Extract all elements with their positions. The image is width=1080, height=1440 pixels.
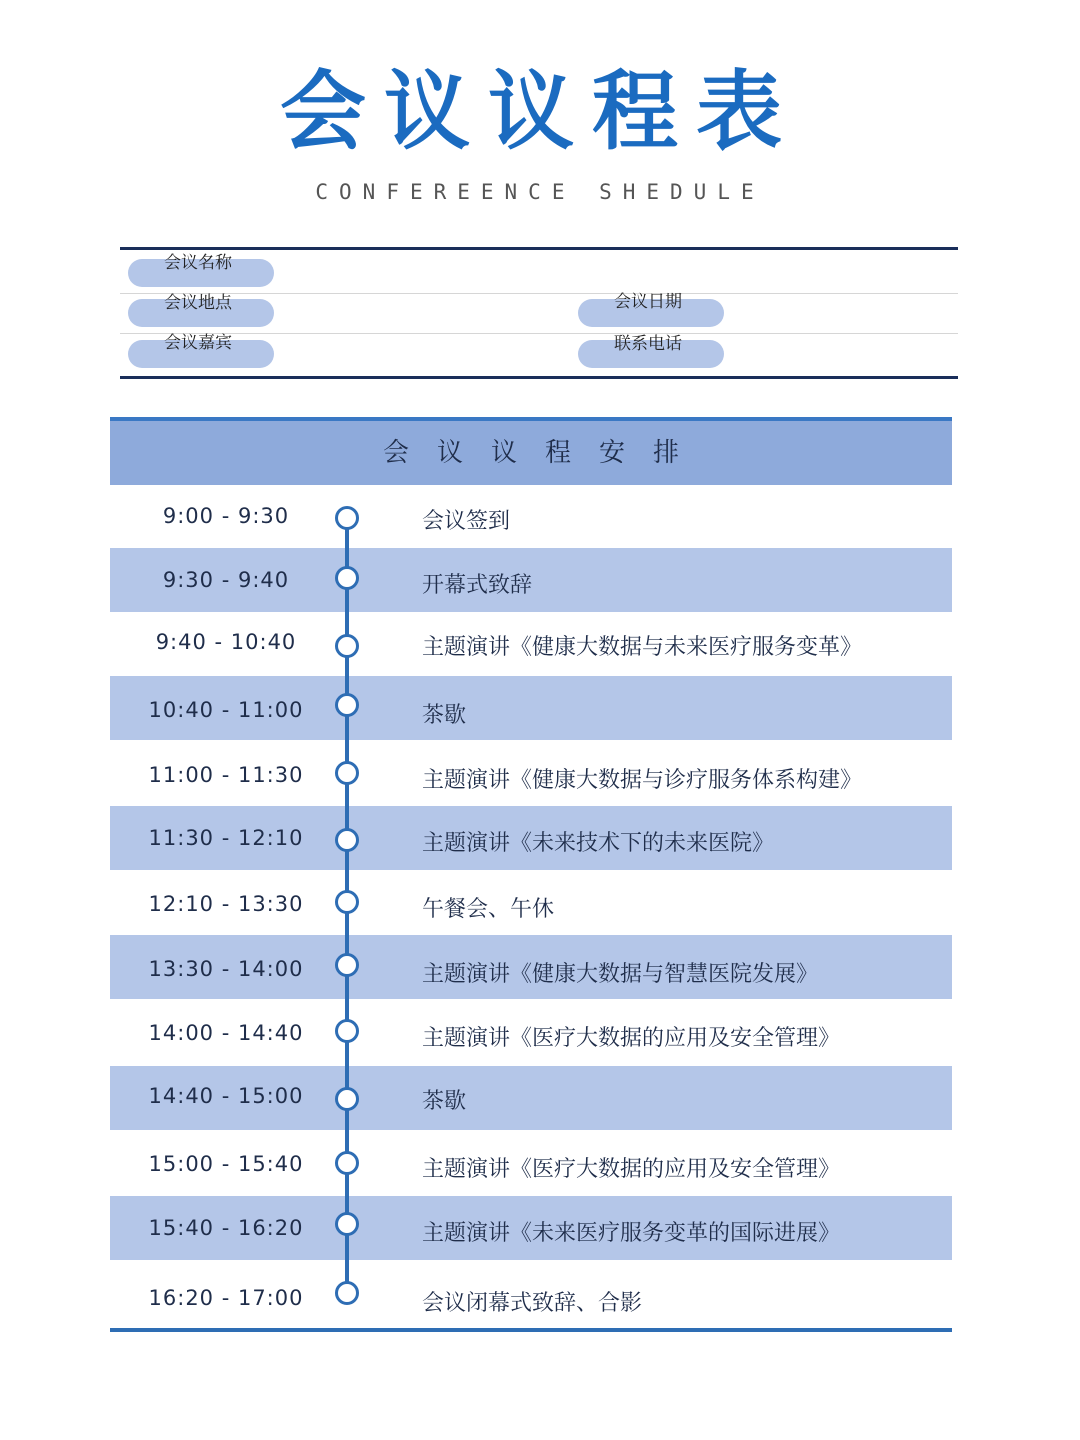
schedule-time: 10:40 - 11:00 [148, 698, 304, 722]
info-row-divider [120, 293, 958, 294]
schedule-row [110, 676, 952, 740]
schedule-time: 11:00 - 11:30 [148, 763, 304, 787]
page-subtitle: CONFEREENCE SHEDULE [315, 180, 765, 204]
timeline-dot [335, 1212, 359, 1236]
schedule-time: 14:00 - 14:40 [148, 1021, 304, 1045]
schedule-item: 主题演讲《医疗大数据的应用及安全管理》 [422, 1026, 841, 1051]
schedule-item: 主题演讲《健康大数据与智慧医院发展》 [422, 962, 819, 987]
schedule-time: 11:30 - 12:10 [148, 826, 304, 850]
schedule-heading-band [110, 417, 952, 485]
schedule-time: 14:40 - 15:00 [148, 1084, 304, 1108]
timeline-dot [335, 828, 359, 852]
schedule-row [110, 1262, 952, 1326]
schedule-row [110, 1066, 952, 1130]
schedule-time: 9:30 - 9:40 [162, 568, 290, 592]
schedule-item: 主题演讲《医疗大数据的应用及安全管理》 [422, 1157, 841, 1182]
date-label: 会议日期 [614, 292, 682, 312]
schedule-item: 茶歇 [422, 1089, 467, 1114]
schedule-row [110, 1130, 952, 1194]
phone-label: 联系电话 [614, 334, 682, 354]
schedule-time: 13:30 - 14:00 [148, 957, 304, 981]
schedule-item: 茶歇 [422, 703, 467, 728]
timeline-dot [335, 566, 359, 590]
schedule-row [110, 806, 952, 870]
schedule-time: 16:20 - 17:00 [148, 1286, 304, 1310]
schedule-row [110, 741, 952, 805]
place-label: 会议地点 [164, 293, 232, 313]
timeline-dot [335, 506, 359, 530]
schedule-item: 主题演讲《未来医疗服务变革的国际进展》 [422, 1221, 841, 1246]
schedule-item: 开幕式致辞 [422, 573, 533, 598]
schedule-time: 15:00 - 15:40 [148, 1152, 304, 1176]
schedule-item: 主题演讲《健康大数据与诊疗服务体系构建》 [422, 768, 863, 793]
schedule-time: 12:10 - 13:30 [148, 892, 304, 916]
timeline-dot [335, 1281, 359, 1305]
schedule-row [110, 1196, 952, 1260]
schedule-row [110, 999, 952, 1063]
schedule-row [110, 548, 952, 612]
schedule-row [110, 612, 952, 676]
timeline-dot [335, 953, 359, 977]
info-table [120, 247, 958, 379]
schedule-row [110, 870, 952, 934]
timeline-dot [335, 634, 359, 658]
schedule-time: 9:40 - 10:40 [155, 630, 297, 654]
page-title: 会议议程表 [280, 62, 800, 162]
info-row-divider [120, 333, 958, 334]
schedule-item: 主题演讲《健康大数据与未来医疗服务变革》 [422, 635, 863, 660]
schedule-row [110, 935, 952, 999]
timeline-dot [335, 761, 359, 785]
timeline-dot [335, 1151, 359, 1175]
timeline-dot [335, 1087, 359, 1111]
name-label: 会议名称 [164, 253, 232, 273]
schedule-time: 9:00 - 9:30 [162, 504, 290, 528]
schedule-time: 15:40 - 16:20 [148, 1216, 304, 1240]
guest-label: 会议嘉宾 [164, 333, 232, 353]
info-bottom-rule [120, 376, 958, 379]
schedule-item: 会议签到 [422, 509, 511, 534]
timeline-dot [335, 890, 359, 914]
schedule-item: 会议闭幕式致辞、合影 [422, 1291, 643, 1316]
schedule-item: 主题演讲《未来技术下的未来医院》 [422, 831, 775, 856]
schedule-bottom-rule [110, 1328, 952, 1332]
schedule-heading: 会议议程安排 [382, 438, 707, 468]
timeline-dot [335, 693, 359, 717]
schedule-row [110, 486, 952, 550]
timeline-dot [335, 1019, 359, 1043]
schedule-item: 午餐会、午休 [422, 897, 555, 922]
info-top-rule [120, 247, 958, 250]
